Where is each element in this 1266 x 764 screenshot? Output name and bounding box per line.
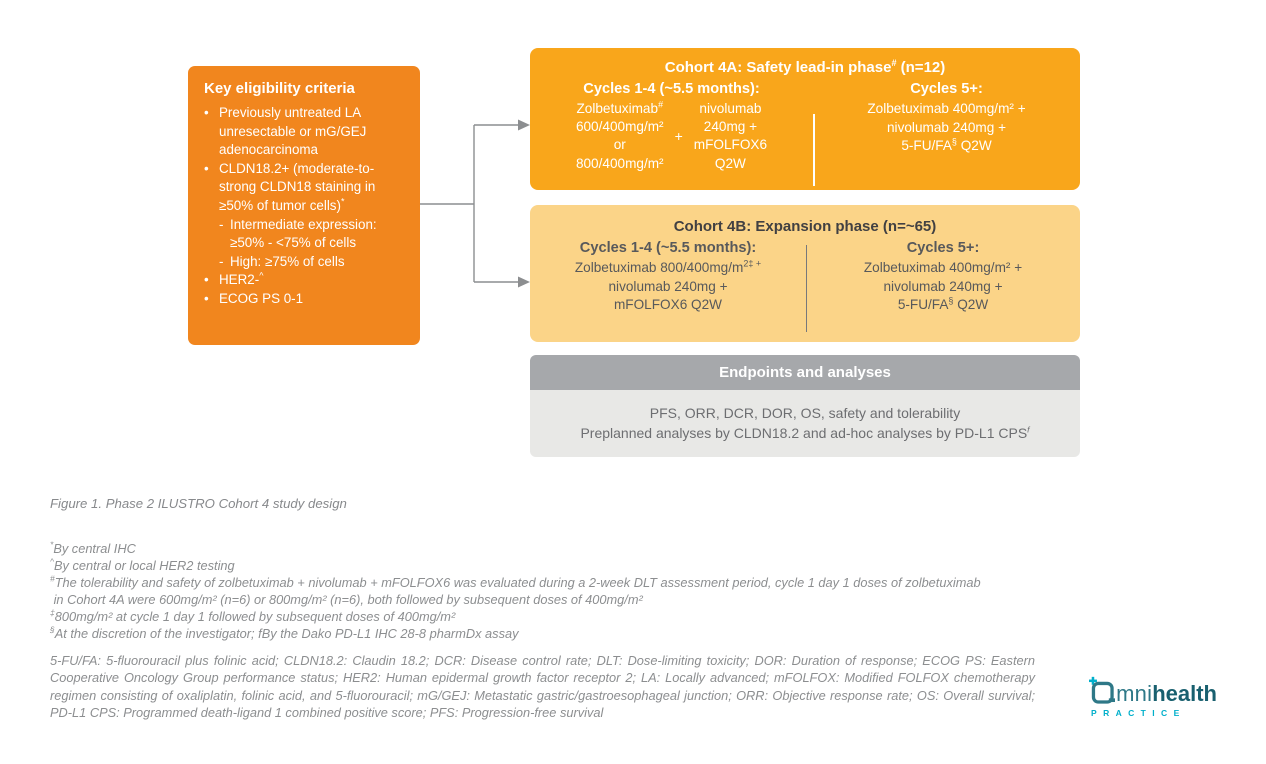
eligibility-item-1-text: Previously untreated LA unresectable or mG/GEJ adenocarcinoma — [219, 105, 367, 158]
footnote-marker: # — [658, 99, 664, 110]
footnote-marker: § — [951, 136, 957, 147]
logo-text-omni: mni — [1116, 681, 1153, 706]
dash-icon: - — [219, 216, 224, 232]
endpoints-line-2: Preplanned analyses by CLDN18.2 and ad-hoc analyses by PD-L1 CPS$^f$ — [580, 424, 1030, 441]
endpoints-header: Endpoints and analyses — [530, 355, 1080, 390]
endpoints-box — [530, 355, 1080, 457]
column-divider — [813, 114, 815, 186]
endpoints-body — [530, 390, 1080, 457]
dash-icon: - — [219, 253, 224, 269]
cohort4b-cycles5plus-header: Cycles 5+: — [906, 240, 980, 256]
footnote-marker: § — [948, 295, 954, 306]
cohort4a-box — [530, 48, 1080, 190]
cohort4a-zolbetuximab-dose: Zolbetuximab# 600/400mg/m² or 800/400mg/m² — [575, 99, 664, 171]
eligibility-subitem-1 — [219, 216, 407, 253]
cohort4b-box — [530, 205, 1080, 342]
cohort4b-title: Cohort 4B: Expansion phase (n=~65) — [673, 218, 937, 235]
bullet-icon: • — [204, 272, 209, 288]
logo-text-practice: PRACTICE — [1091, 708, 1186, 718]
cohort4a-title: Cohort 4A: Safety lead-in phase# (n=12) — [664, 58, 946, 76]
footnote-marker: * — [340, 196, 345, 207]
footnote-marker: 2‡ + — [743, 258, 762, 269]
eligibility-subitem-2 — [219, 253, 407, 272]
plus-sign: + — [674, 128, 683, 145]
footnotes-block — [50, 540, 981, 642]
bullet-icon: • — [204, 105, 209, 120]
bullet-icon: • — [204, 160, 209, 176]
footnote-line: *By central IHC — [50, 539, 136, 556]
eligibility-item-1 — [204, 104, 407, 160]
bullet-icon: • — [204, 290, 209, 306]
eligibility-item-3 — [204, 271, 407, 290]
cohort4b-cycles1-4: Cycles 1-4 (~5.5 months): Zolbetuximab $800/400mg/m^{2\ddagger +}$ nivolumab 240mg + mFOLFOX6 Q2W — [530, 240, 806, 315]
footnote-marker: ^ — [259, 270, 264, 281]
cohort4a-cycles5plus-header: Cycles 5+: — [910, 81, 983, 97]
cohort4a-cycles1-4-header: Cycles 1-4 (~5.5 months): — [583, 81, 760, 97]
eligibility-item-2 — [204, 160, 407, 216]
eligibility-subitem-1-text: Intermediate expression: ≥50% - <75% of cells — [230, 216, 377, 251]
omnihealth-logo — [1089, 676, 1217, 718]
footnote-line: in Cohort 4A were 600mg/m² (n=6) or 800mg/m² (n=6), both followed by subsequent doses of 400mg/m² — [50, 592, 643, 607]
eligibility-item-4-text: ECOG PS 0-1 — [219, 290, 304, 306]
cohort4a-nivolumab-regimen: nivolumab 240mg + mFOLFOX6 Q2W — [693, 101, 768, 171]
footnote-line: #The tolerability and safety of zolbetuximab + nivolumab + mFOLFOX6 was evaluated during a 2-week DLT assessment period, cycle 1 day 1 doses of zolbetuximab — [50, 573, 981, 590]
eligibility-subitem-2-text: High: ≥75% of cells — [230, 253, 345, 269]
logo-text-health: health — [1152, 681, 1217, 706]
figure-caption: Figure 1. Phase 2 ILUSTRO Cohort 4 study design — [50, 496, 347, 511]
footnote-marker: # — [891, 58, 897, 68]
footnote-line: ‡800mg/m² at cycle 1 day 1 followed by subsequent doses of 400mg/m² — [50, 607, 456, 624]
eligibility-item-2-text: CLDN18.2+ (moderate-to-strong CLDN18 staining in ≥50% of tumor cells)* — [219, 160, 376, 213]
footnote-marker: f — [1027, 424, 1030, 435]
cohort4a-cycles5plus: Cycles 5+: Zolbetuximab 400mg/m² + nivolumab 240mg + 5-FU/FA§ Q2W — [813, 81, 1080, 173]
eligibility-item-4 — [204, 290, 407, 309]
footnote-line: ^By central or local HER2 testing — [50, 556, 235, 573]
omnihealth-logo-icon — [1089, 676, 1115, 705]
cohort4b-cycles1-4-header: Cycles 1-4 (~5.5 months): — [579, 240, 757, 256]
cohort4b-cycles5plus: Cycles 5+: Zolbetuximab 400mg/m² + nivolumab 240mg + 5-FU/FA§ Q2W — [806, 240, 1080, 315]
footnote-line: §At the discretion of the investigator; fBy the Dako PD-L1 IHC 28-8 pharmDx assay — [50, 624, 519, 641]
eligibility-item-3-text: HER2-^ — [219, 270, 264, 288]
endpoints-line-1: PFS, ORR, DCR, DOR, OS, safety and tolerability — [649, 405, 961, 421]
cohort4a-cycles1-4 — [530, 81, 813, 173]
eligibility-title: Key eligibility criteria — [204, 80, 355, 97]
column-divider — [806, 245, 807, 332]
abbreviations-paragraph: 5-FU/FA: 5-fluorouracil plus folinic acid; CLDN18.2: Claudin 18.2; DCR: Disease control rate; DLT: Dose-limiting toxicity; DOR: Duration of response; ECOG PS: Eastern Cooperative Oncology Group performance status; HER2: Human epidermal growth factor receptor 2; LA: Locally advanced; mFOLFOX: Modified FOLFOX chemotherapy regimen consisting of oxaliplatin, folinic acid, and 5-fluorouracil; mG/GEJ: Metastatic gastric/gastroesophageal junction; ORR: Objective response rate; OS: Overall survival; PD-L1 CPS: Programmed death-ligand 1 combined positive score; PFS: Progression-free survival — [50, 653, 1035, 721]
eligibility-box — [188, 66, 420, 345]
